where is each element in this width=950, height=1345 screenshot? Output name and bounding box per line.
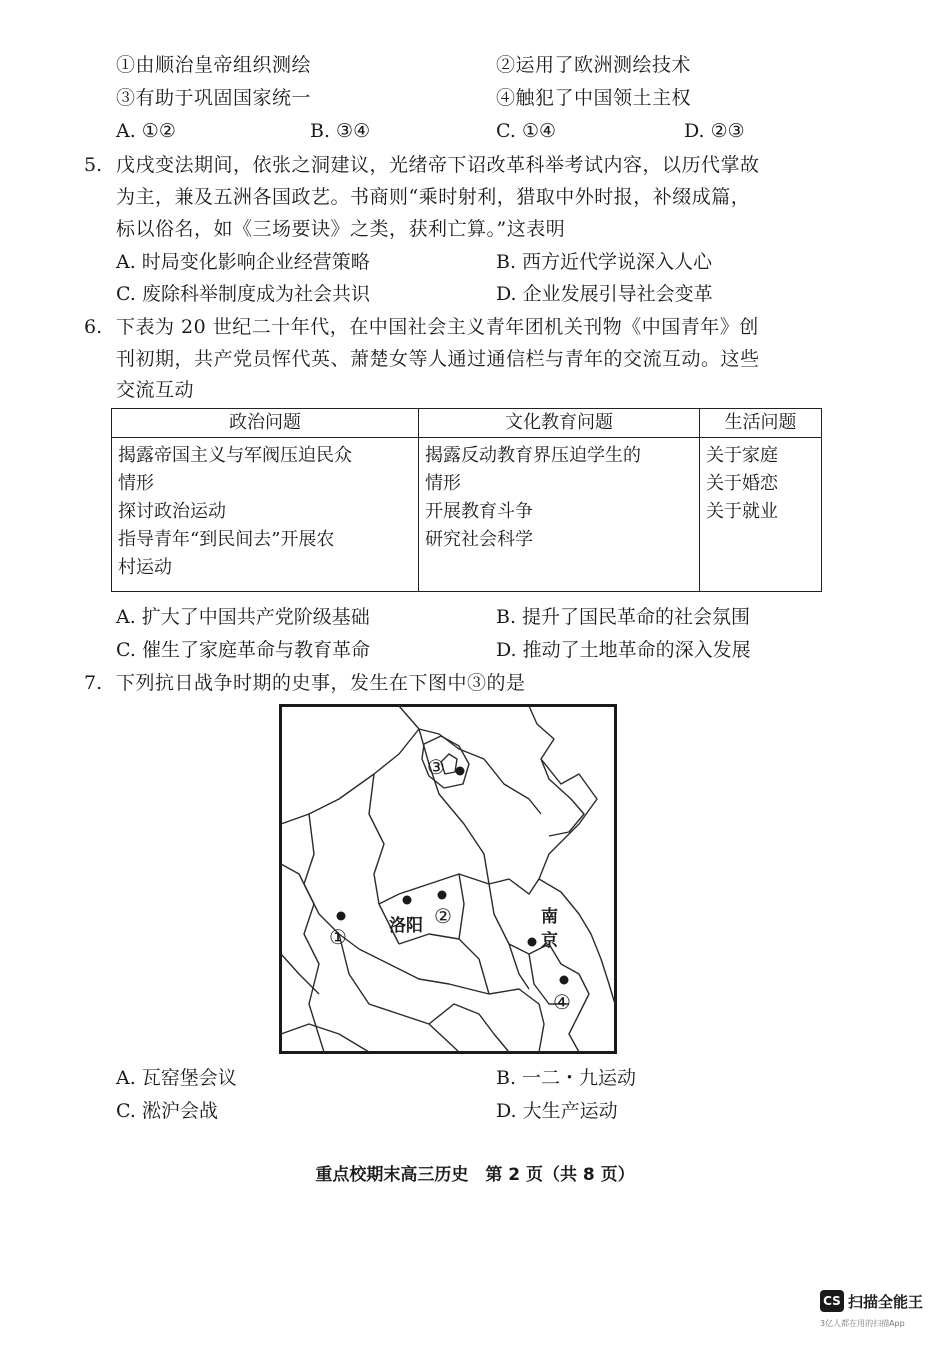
map-point-2	[438, 891, 447, 900]
q7-stem: 下列抗日战争时期的史事，发生在下图中③的是	[116, 672, 526, 694]
map-point-3	[456, 767, 465, 776]
q6-col3-line: 关于婚恋	[706, 473, 778, 494]
map-label-4: ④	[553, 990, 571, 1014]
q6-col3-line: 关于家庭	[706, 445, 778, 466]
q6-number: 6.	[84, 316, 103, 338]
q6-option-b: B. 提升了国民革命的社会氛围	[496, 606, 751, 628]
q6-col1-line: 揭露帝国主义与军阀压迫民众	[118, 445, 352, 466]
map-point-1	[337, 912, 346, 921]
q6-col3-line: 关于就业	[706, 501, 778, 522]
q5-option-c: C. 废除科举制度成为社会共识	[116, 283, 370, 305]
q6-header-life: 生活问题	[700, 409, 822, 438]
q5-line-3: 标以俗名，如《三场要诀》之类，获利亡算。”这表明	[116, 218, 566, 240]
q7-number: 7.	[84, 672, 103, 694]
q6-cell-life	[700, 438, 822, 592]
q6-col1-line: 村运动	[118, 557, 172, 578]
q4-statement-4: ④触犯了中国领土主权	[496, 87, 692, 109]
q7-option-a: A. 瓦窑堡会议	[116, 1067, 237, 1089]
q6-line-2: 刊初期，共产党员恽代英、萧楚女等人通过通信栏与青年的交流互动。这些	[116, 348, 760, 370]
q7-option-b: B. 一二・九运动	[496, 1067, 637, 1089]
q6-option-d: D. 推动了土地革命的深入发展	[496, 639, 751, 661]
q5-option-b: B. 西方近代学说深入人心	[496, 251, 713, 273]
q5-option-a: A. 时局变化影响企业经营策略	[116, 251, 370, 273]
map-label-2: ②	[434, 904, 452, 928]
q6-col2-line: 研究社会科学	[425, 529, 533, 550]
q6-option-a: A. 扩大了中国共产党阶级基础	[116, 606, 370, 628]
scanner-badge-icon: CS	[820, 1290, 844, 1312]
q4-option-d: D. ②③	[684, 120, 745, 142]
page-footer: 重点校期末高三历史 第 2 页（共 8 页）	[315, 1165, 635, 1185]
q6-header-culture: 文化教育问题	[419, 409, 700, 438]
q5-number: 5.	[84, 154, 103, 176]
q6-col1-line: 指导青年“到民间去”开展农	[118, 529, 335, 550]
q4-statement-3: ③有助于巩固国家统一	[116, 87, 312, 109]
map-point-luoyang	[403, 896, 412, 905]
q5-line-1: 戊戌变法期间，依张之洞建议，光绪帝下诏改革科举考试内容，以历代掌故	[116, 154, 760, 176]
q4-option-b: B. ③④	[310, 120, 371, 142]
scanner-subtitle: 3亿人都在用的扫描App	[820, 1319, 905, 1328]
q5-line-2: 为主，兼及五洲各国政艺。书商则“乘时射利，猎取中外时报，补缀成篇，	[116, 186, 751, 208]
q7-option-d: D. 大生产运动	[496, 1100, 618, 1122]
map-label-1: ①	[329, 925, 347, 949]
map-label-nanjing-2: 京	[541, 931, 558, 951]
q6-cell-politics	[112, 438, 419, 592]
map-label-nanjing-1: 南	[541, 907, 558, 927]
map-point-4	[560, 976, 569, 985]
scanner-watermark	[820, 1290, 930, 1330]
q6-col2-line: 开展教育斗争	[425, 501, 533, 522]
q4-statement-2: ②运用了欧洲测绘技术	[496, 54, 692, 76]
scanner-name: 扫描全能王	[848, 1293, 924, 1311]
q6-header-politics: 政治问题	[112, 409, 419, 438]
q6-line-1: 下表为 20 世纪二十年代，在中国社会主义青年团机关刊物《中国青年》创	[116, 316, 759, 338]
q4-statement-1: ①由顺治皇帝组织测绘	[116, 54, 312, 76]
map-point-nanjing	[528, 938, 537, 947]
q6-option-c: C. 催生了家庭革命与教育革命	[116, 639, 370, 661]
q7-map	[279, 704, 617, 1054]
q5-option-d: D. 企业发展引导社会变革	[496, 283, 713, 305]
map-label-luoyang: 洛阳	[389, 916, 423, 936]
q4-option-c: C. ①④	[496, 120, 557, 142]
q6-table	[111, 408, 822, 592]
map-label-3: ③	[427, 755, 445, 779]
q6-col1-line: 情形	[118, 473, 154, 494]
q6-cell-culture	[419, 438, 700, 592]
q6-col2-line: 揭露反动教育界压迫学生的	[425, 445, 641, 466]
q4-option-a: A. ①②	[116, 120, 176, 142]
q7-option-c: C. 淞沪会战	[116, 1100, 218, 1122]
q6-col2-line: 情形	[425, 473, 461, 494]
q6-col1-line: 探讨政治运动	[118, 501, 226, 522]
q6-line-3: 交流互动	[116, 379, 195, 401]
